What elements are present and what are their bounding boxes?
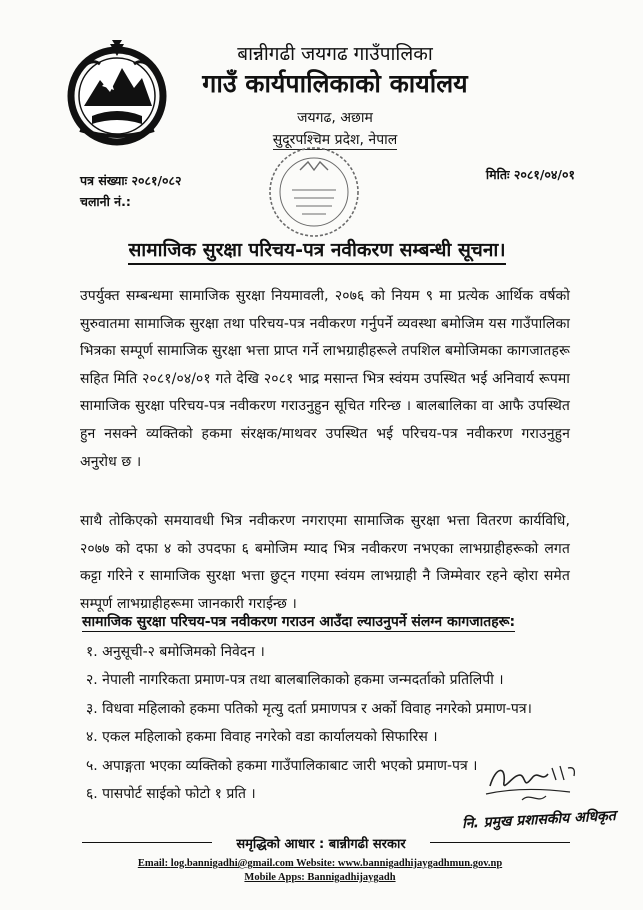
list-item: ६. पासपोर्ट साईको फोटो १ प्रति । bbox=[86, 785, 256, 802]
handwritten-signature-icon bbox=[482, 756, 592, 806]
province-text: सुदूरपश्चिम प्रदेश, नेपाल bbox=[272, 132, 398, 148]
mobile-apps-line: Mobile Apps: Bannigadhijaygadh bbox=[244, 872, 396, 883]
list-item: ४. एकल महिलाको हकमा विवाह नगरेको वडा कार्यालयको सिफारिस । bbox=[86, 729, 438, 746]
footer-divider-left bbox=[82, 842, 212, 843]
municipality-name: बान्नीगढी जयगढ गाउँपालिका bbox=[237, 43, 433, 65]
office-name: गाउँ कार्यपालिकाको कार्यालय bbox=[202, 69, 468, 98]
attachments-heading-text: सामाजिक सुरक्षा परिचय-पत्र नवीकरण गराउन आउँदा ल्याउनुपर्ने संलग्न कागजातहरू: bbox=[82, 614, 516, 630]
letter-number: पत्र संख्याः २०८१/०८२ bbox=[80, 173, 182, 188]
list-item: २. नेपाली नागरिकता प्रमाण-पत्र तथा बालबालिकाको हकमा जन्मदर्ताको प्रतिलिपी । bbox=[86, 672, 504, 689]
footer-divider-right bbox=[430, 842, 570, 843]
list-item: ३. विधवा महिलाको हकमा पतिको मृत्यु दर्ता प्रमाणपत्र र अर्को विवाह नगरेको प्रमाण-पत्र। bbox=[86, 700, 532, 717]
body-paragraph-1: उपर्युक्त सम्बन्धमा सामाजिक सुरक्षा नियमावली, २०७६ को नियम ९ मा प्रत्येक आर्थिक वर्षको सुरुवातमा सामाजिक सुरक्षा तथा परिचय-पत्र नवीकरण गर्नुपर्ने व्यवस्था बमोजिम यस गाउँपालिका भित्रका सम्पूर्ण सामाजिक सुरक्षा भत्ता प्राप्त गर्ने लाभग्राहीहरूले तपशिल बमोजिमका कागजातहरू सहित मिति २०८१/०४/०१ गते देखि २०८१ भाद्र मसान्त भित्र स्वंयम उपस्थित भई अनिवार्य रूपमा सामाजिक सुरक्षा परिचय-पत्र नवीकरण गराउनुहुन सूचित गरिन्छ । बालबालिका वा आफै उपस्थित हुन नसक्ने व्यक्तिको हकमा संरक्षक/माथवर उपस्थित भई परिचय-पत्र नवीकरण गराउनुहुन अनुरोध छ । bbox=[80, 288, 571, 470]
letter-date: मितिः २०८१/०४/०१ bbox=[485, 167, 575, 182]
subject-line bbox=[92, 236, 542, 262]
website-label: Website: bbox=[293, 858, 338, 869]
nepal-emblem-icon bbox=[62, 38, 172, 148]
list-item: १. अनुसूची-२ बमोजिमको निवेदन । bbox=[86, 644, 265, 660]
signatory-title: नि. प्रमुख प्रशासकीय अधिकृत bbox=[461, 807, 617, 833]
email-link[interactable]: log.bannigadhi@gmail.com bbox=[170, 858, 294, 869]
list-item: ५. अपाङ्गता भएका व्यक्तिको हकमा गाउँपालिकाबाट जारी भएको प्रमाण-पत्र । bbox=[86, 757, 478, 774]
office-location: जयगढ, अछाम bbox=[297, 110, 373, 126]
website-link[interactable]: www.bannigadhijaygadhmun.gov.np bbox=[337, 858, 503, 869]
subject-text: सामाजिक सुरक्षा परिचय-पत्र नवीकरण सम्बन्धी सूचना। bbox=[128, 239, 505, 265]
attachments-heading bbox=[82, 612, 562, 631]
body-paragraph-2: साथै तोकिएको समयावधी भित्र नवीकरण नगराएमा सामाजिक सुरक्षा भत्ता वितरण कार्यविधि, २०७७ को दफा ४ को उपदफा ६ बमोजिम म्याद भित्र नवीकरण नभएका लाभग्राहीहरूको लगत कट्टा गरिने र सामाजिक सुरक्षा भत्ता छुट्न गएमा स्वंयम लाभग्राही नै जिम्मेवार रहने व्होरा समेत सम्पूर्ण लाभग्राहीहरूमा जानकारी गराईन्छ । bbox=[80, 513, 570, 612]
footer-slogan: समृद्धिको आधार : बान्नीगढी सरकार bbox=[236, 837, 406, 852]
email-label: Email: bbox=[137, 858, 171, 869]
office-seal-stamp-icon bbox=[262, 140, 366, 244]
dispatch-number: चलानी नं.: bbox=[80, 194, 131, 209]
footer-contact bbox=[70, 858, 570, 869]
